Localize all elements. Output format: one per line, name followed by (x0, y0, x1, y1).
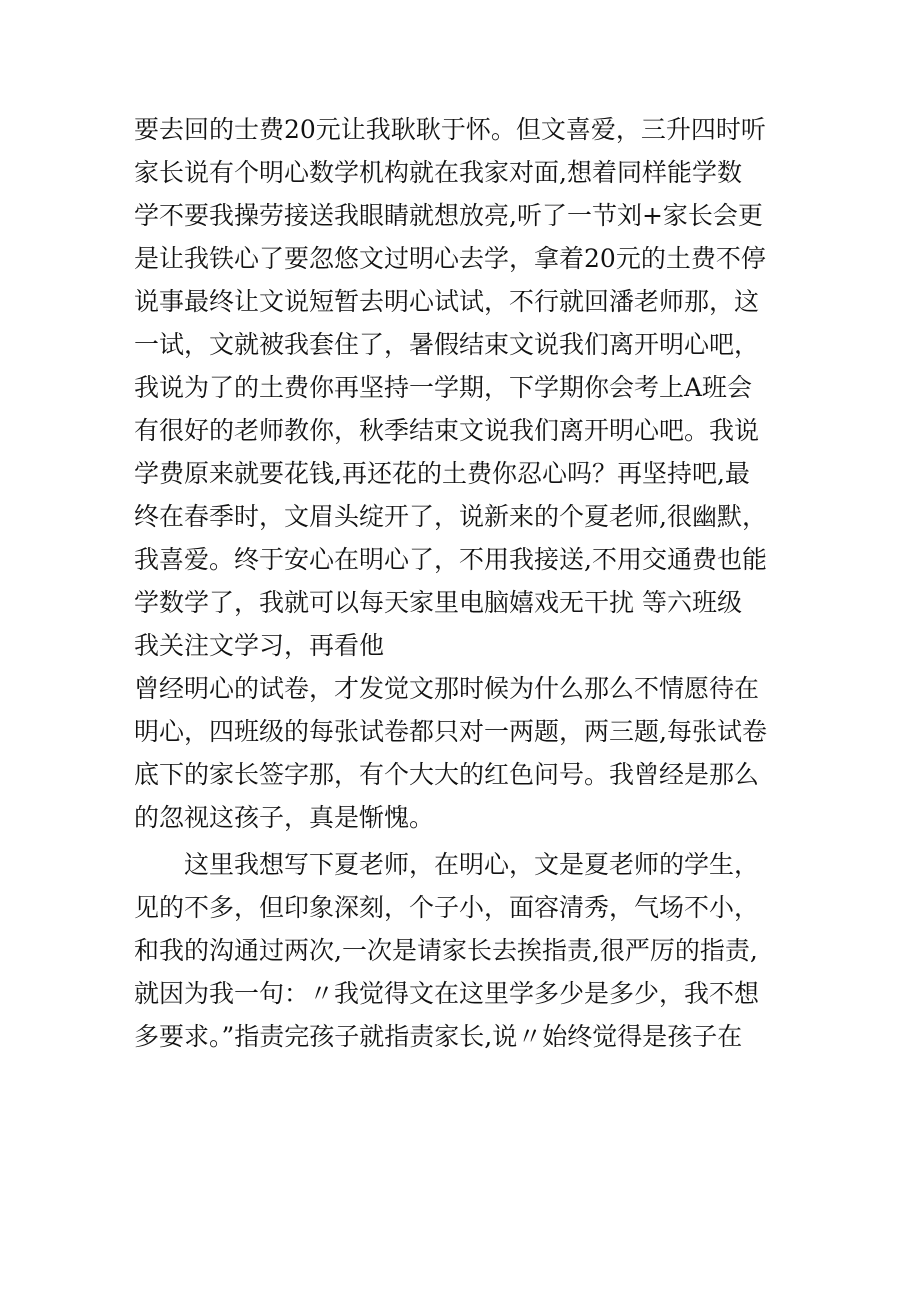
text-line: 见的不多，但印象深刻，个子小，面容清秀，气场不小， (134, 893, 760, 922)
text-line: 说事最终让文说短暂去明心试试，不行就回潘老师那，这 (134, 287, 760, 316)
text-line: 底下的家长签字那，有个大大的红色问号。我曾经是那么 (134, 760, 760, 789)
text-line: 是让我铁心了要忽悠文过明心去学，拿着20元的土费不停 (134, 244, 766, 273)
text-line: 学不要我操劳接送我眼睛就想放亮,听了一节刘+家长会更 (134, 201, 763, 230)
text-line: 学费原来就要花钱,再还花的土费你忍心吗？再坚持吧,最 (134, 459, 750, 488)
text-line: 我喜爱。终于安心在明心了，不用我接送,不用交通费也能 (134, 545, 767, 574)
text-line: 要去回的士费20元让我耿耿于怀。但文喜爱，三升四时听 (134, 115, 766, 144)
paragraph-first-line: 这里我想写下夏老师，在明心，文是夏老师的学生， (184, 850, 760, 879)
text-line: 多要求。”指责完孩子就指责家长,说〃始终觉得是孩子在 (134, 1022, 743, 1051)
text-line: 家长说有个明心数学机构就在我家对面,想着同样能学数 (134, 158, 742, 187)
text-line: 就因为我一句：〃我觉得文在这里学多少是多少，我不想 (134, 979, 760, 1008)
text-line: 的忽视这孩子，真是惭愧。 (134, 803, 435, 832)
document-body (134, 108, 804, 1058)
text-line: 终在春季时，文眉头绽开了，说新来的个夏老师,很幽默， (134, 502, 767, 531)
text-line: 一试，文就被我套住了，暑假结束文说我们离开明心吧， (134, 330, 760, 359)
text-line: 曾经明心的试卷，才发觉文那时候为什么那么不情愿待在 (134, 674, 760, 703)
text-line: 学数学了，我就可以每天家里电脑嬉戏无干扰 等六班级 (134, 588, 742, 617)
text-line: 我关注文学习，再看他 (134, 631, 385, 660)
text-line: 有很好的老师教你，秋季结束文说我们离开明心吧。我说 (134, 416, 760, 445)
text-line: 我说为了的土费你再坚持一学期，下学期你会考上A班会 (134, 373, 753, 402)
text-line: 明心，四班级的每张试卷都只对一两题，两三题,每张试卷 (134, 717, 767, 746)
text-line: 和我的沟通过两次,一次是请家长去挨指责,很严厉的指责, (134, 936, 758, 965)
